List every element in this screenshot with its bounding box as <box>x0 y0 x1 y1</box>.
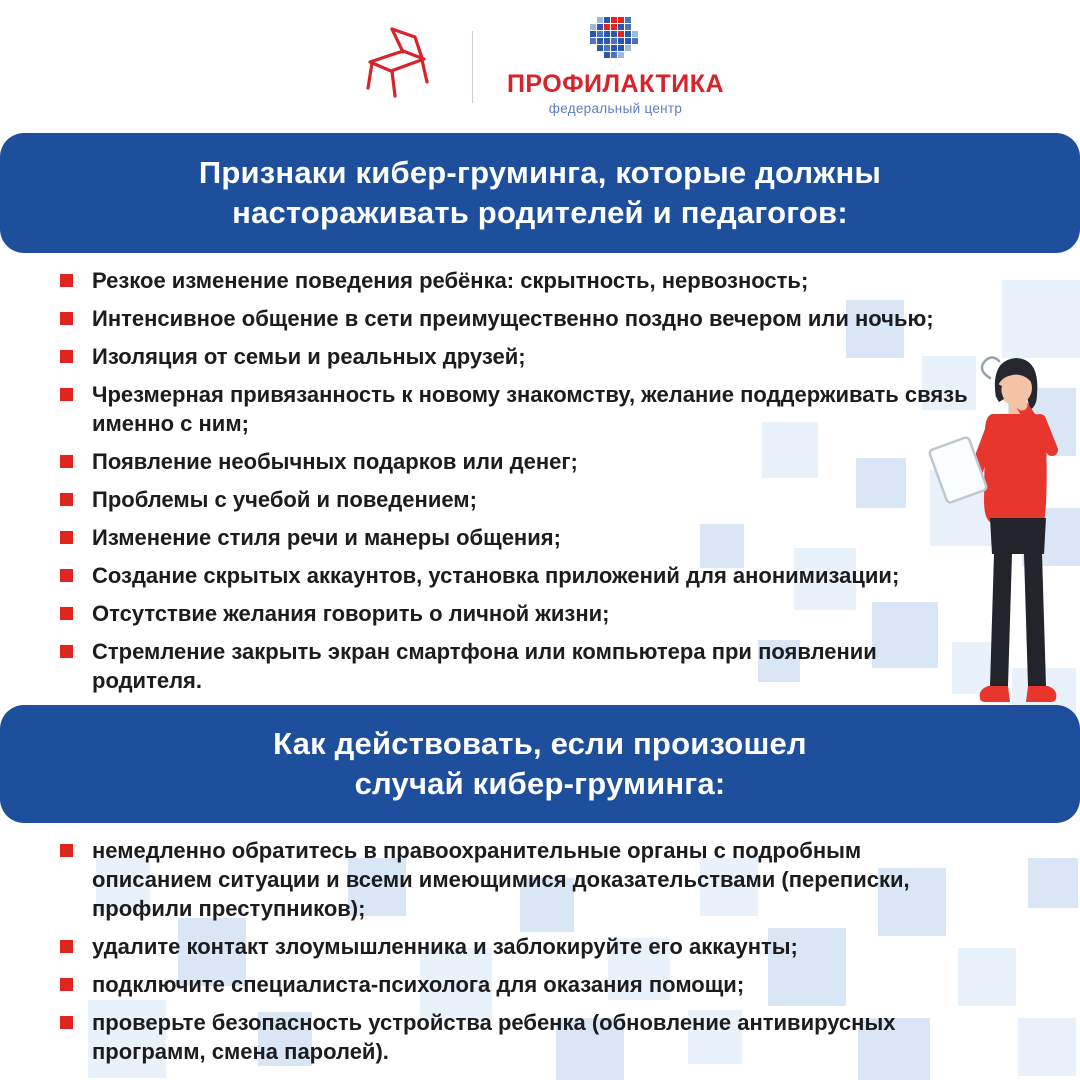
bullet-icon <box>60 569 73 582</box>
list-item <box>60 932 970 961</box>
list-item-text: Резкое изменение поведения ребёнка: скрытность, нервозность; <box>92 268 809 293</box>
brand-logo <box>507 17 724 116</box>
bullet-icon <box>60 274 73 287</box>
bullet-icon <box>60 844 73 857</box>
list-item <box>60 561 970 590</box>
list-item <box>60 447 970 476</box>
decor-tile <box>1028 858 1078 908</box>
list-item <box>60 599 970 628</box>
bullet-icon <box>60 350 73 363</box>
list-item <box>60 304 970 333</box>
chair-logo-icon <box>356 22 438 111</box>
list-item-text: Появление необычных подарков или денег; <box>92 449 578 474</box>
list-item-text: Стремление закрыть экран смартфона или компьютера при появлении родителя. <box>92 639 877 693</box>
section2-banner <box>0 705 1080 823</box>
list-item <box>60 523 970 552</box>
list-item <box>60 380 970 438</box>
list-item-text: Изменение стиля речи и манеры общения; <box>92 525 561 550</box>
bullet-icon <box>60 312 73 325</box>
list-item-text: Изоляция от семьи и реальных друзей; <box>92 344 526 369</box>
title-line-1: Признаки кибер-груминга, которые должны <box>198 155 882 190</box>
bullet-icon <box>60 978 73 991</box>
list-item-text: Проблемы с учебой и поведением; <box>92 487 477 512</box>
list-item-text: немедленно обратитесь в правоохранительные органы с подробным описанием ситуации и всеми имеющимися доказательствами (переписки, профили преступников); <box>92 838 910 921</box>
bullet-icon <box>60 1016 73 1029</box>
list-item-text: подключите специалиста-психолога для оказания помощи; <box>92 972 745 997</box>
list-item <box>60 970 970 999</box>
list-item-text: Отсутствие желания говорить о личной жизни; <box>92 601 610 626</box>
list-item <box>60 342 970 371</box>
section1-title <box>199 153 881 233</box>
bullet-icon <box>60 493 73 506</box>
bullet-icon <box>60 388 73 401</box>
actions-list <box>60 836 970 1075</box>
logo-divider <box>472 31 473 103</box>
decor-tile <box>1018 1018 1076 1076</box>
title-line-2: случай кибер-груминга: <box>354 766 726 801</box>
list-item-text: удалите контакт злоумышленника и заблокируйте его аккаунты; <box>92 934 798 959</box>
bullet-icon <box>60 645 73 658</box>
list-item <box>60 1008 970 1066</box>
list-item-text: Интенсивное общение в сети преимущественно поздно вечером или ночью; <box>92 306 934 331</box>
brand-name: ПРОФИЛАКТИКА <box>506 70 725 98</box>
list-item <box>60 485 970 514</box>
bullet-icon <box>60 455 73 468</box>
bullet-icon <box>60 607 73 620</box>
section2-title <box>273 724 807 804</box>
pixel-grid-icon <box>590 17 640 66</box>
decor-tile <box>1002 280 1080 358</box>
section1-banner <box>0 133 1080 253</box>
list-item-text: проверьте безопасность устройства ребенка (обновление антивирусных программ, смена паролей). <box>92 1010 896 1064</box>
title-line-2: настораживать родителей и педагогов: <box>232 195 848 230</box>
list-item-text: Создание скрытых аккаунтов, установка приложений для анонимизации; <box>92 563 900 588</box>
brand-subtitle: федеральный центр <box>548 101 683 116</box>
title-line-1: Как действовать, если произошел <box>273 726 807 761</box>
list-item <box>60 266 970 295</box>
signs-list <box>60 266 970 704</box>
bullet-icon <box>60 940 73 953</box>
list-item-text: Чрезмерная привязанность к новому знакомству, желание поддерживать связь именно с ним; <box>92 382 968 436</box>
list-item <box>60 836 970 923</box>
header <box>0 0 1080 133</box>
list-item <box>60 637 970 695</box>
bullet-icon <box>60 531 73 544</box>
